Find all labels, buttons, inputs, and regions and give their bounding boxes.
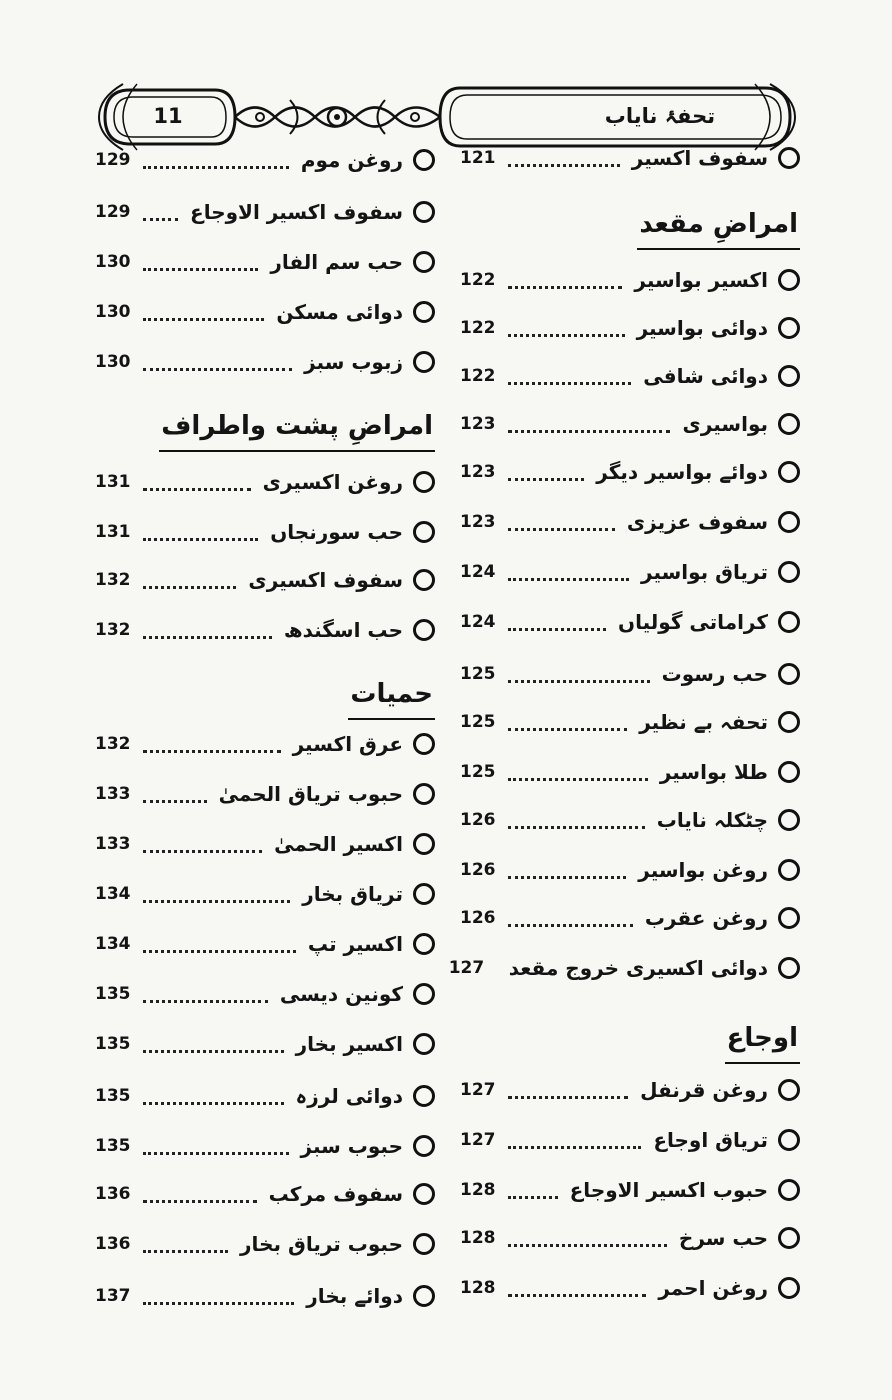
toc-entry[interactable] <box>460 504 800 540</box>
entry-label: حب سورنجاں <box>270 520 403 544</box>
entry-label: حب اسگندھ <box>283 618 403 642</box>
entry-label: تحفہ بے نظیر <box>639 710 768 734</box>
entry-label: دوائی مسکن <box>276 300 403 324</box>
bullet-circle-icon <box>778 663 800 685</box>
dot-leader <box>508 906 633 927</box>
bullet-circle-icon <box>413 1085 435 1107</box>
dot-leader <box>508 1178 558 1199</box>
bullet-circle-icon <box>413 301 435 323</box>
toc-entry[interactable] <box>460 1220 800 1256</box>
bullet-circle-icon <box>778 711 800 733</box>
entry-page: 125 <box>460 664 496 684</box>
bullet-circle-icon <box>413 883 435 905</box>
entry-label: روغن بواسیر <box>638 858 768 882</box>
entry-page: 127 <box>460 1130 496 1150</box>
dot-leader <box>143 1134 289 1155</box>
toc-entry[interactable] <box>95 244 435 280</box>
entry-page: 128 <box>460 1228 496 1248</box>
dot-leader <box>143 782 207 803</box>
toc-entry[interactable] <box>95 1226 435 1262</box>
bullet-circle-icon <box>413 1135 435 1157</box>
entry-page: 122 <box>460 270 496 290</box>
entry-page: 130 <box>95 252 131 272</box>
toc-entry[interactable] <box>460 1172 800 1208</box>
dot-leader <box>508 1128 641 1149</box>
bullet-circle-icon <box>413 983 435 1005</box>
entry-label: حبوب سبز <box>300 1134 403 1158</box>
bullet-circle-icon <box>778 317 800 339</box>
toc-entry[interactable] <box>460 554 800 590</box>
toc-entry[interactable] <box>448 950 800 986</box>
entry-page: 134 <box>95 884 131 904</box>
dot-leader <box>143 200 178 221</box>
dot-leader <box>143 250 258 271</box>
dot-leader <box>508 808 645 829</box>
entry-page: 128 <box>460 1180 496 1200</box>
bullet-circle-icon <box>413 733 435 755</box>
dot-leader <box>143 1084 284 1105</box>
entry-page: 132 <box>95 570 131 590</box>
entry-label: تریاق بواسیر <box>641 560 768 584</box>
bullet-circle-icon <box>778 147 800 169</box>
entry-page: 127 <box>460 1080 496 1100</box>
bullet-circle-icon <box>778 809 800 831</box>
entry-page: 127 <box>448 958 485 978</box>
bullet-circle-icon <box>413 933 435 955</box>
entry-label: حب سم الفار <box>270 250 403 274</box>
dot-leader <box>143 300 264 321</box>
page-number: 11 <box>153 104 183 128</box>
entry-label: روغن احمر <box>658 1276 768 1300</box>
entry-page: 134 <box>95 934 131 954</box>
entry-page: 129 <box>95 150 131 170</box>
entry-page: 123 <box>460 462 496 482</box>
toc-entry[interactable] <box>95 344 435 380</box>
entry-label: دوائی بواسیر <box>636 316 768 340</box>
dot-leader <box>508 364 631 385</box>
entry-page: 122 <box>460 318 496 338</box>
entry-label: سفوف مرکب <box>268 1182 403 1206</box>
bullet-circle-icon <box>778 461 800 483</box>
entry-label: دوائی شافی <box>643 364 768 388</box>
entry-label: سفوف اکسیری <box>248 568 403 592</box>
toc-entry[interactable] <box>460 262 800 298</box>
toc-entry[interactable] <box>95 612 435 648</box>
toc-entry[interactable] <box>95 464 435 500</box>
entry-label: حب سرخ <box>678 1226 768 1250</box>
toc-entry[interactable] <box>460 1270 800 1306</box>
toc-entry[interactable] <box>95 1026 435 1062</box>
toc-entry[interactable] <box>460 704 800 740</box>
dot-leader <box>143 470 251 491</box>
entry-page: 129 <box>95 202 131 222</box>
section-heading: اوجاع <box>725 1016 800 1064</box>
section-heading: امراضِ مقعد <box>637 202 800 250</box>
dot-leader <box>508 1078 628 1099</box>
entry-page: 123 <box>460 414 496 434</box>
entry-label: روغن اکسیری <box>262 470 403 494</box>
toc-entry[interactable] <box>95 976 435 1012</box>
dot-leader <box>508 560 629 581</box>
bullet-circle-icon <box>778 1079 800 1101</box>
dot-leader <box>143 350 292 371</box>
bullet-circle-icon <box>413 521 435 543</box>
entry-page: 135 <box>95 1086 131 1106</box>
entry-label: سفوف اکسیر الاوجاع <box>190 200 403 224</box>
bullet-circle-icon <box>413 783 435 805</box>
toc-entry[interactable] <box>460 900 800 936</box>
toc-entry[interactable] <box>95 562 435 598</box>
right-column <box>448 0 800 1400</box>
entry-page: 123 <box>460 512 496 532</box>
toc-entry[interactable] <box>95 142 435 178</box>
dot-leader <box>143 732 281 753</box>
entry-label: حب رسوت <box>661 662 768 686</box>
bullet-circle-icon <box>413 1033 435 1055</box>
entry-label: روغن قرنفل <box>640 1078 768 1102</box>
toc-entry[interactable] <box>460 454 800 490</box>
bullet-circle-icon <box>413 251 435 273</box>
bullet-circle-icon <box>778 957 800 979</box>
entry-page: 132 <box>95 734 131 754</box>
section-heading: امراضِ پشت واطراف <box>159 404 435 452</box>
entry-label: زبوب سبز <box>304 350 403 374</box>
dot-leader <box>143 882 290 903</box>
bullet-circle-icon <box>778 1129 800 1151</box>
dot-leader <box>143 832 262 853</box>
dot-leader <box>508 1276 646 1297</box>
bullet-circle-icon <box>778 611 800 633</box>
bullet-circle-icon <box>778 365 800 387</box>
dot-leader <box>508 1226 667 1247</box>
entry-page: 125 <box>460 762 496 782</box>
dot-leader <box>143 1284 294 1305</box>
dot-leader <box>508 460 584 481</box>
entry-label: حبوب اکسیر الاوجاع <box>569 1178 768 1202</box>
entry-page: 136 <box>95 1234 131 1254</box>
bullet-circle-icon <box>778 511 800 533</box>
bullet-circle-icon <box>413 1233 435 1255</box>
bullet-circle-icon <box>778 1179 800 1201</box>
bullet-circle-icon <box>778 907 800 929</box>
dot-leader <box>508 146 620 167</box>
dot-leader <box>143 1182 257 1203</box>
toc-entry[interactable] <box>95 1278 435 1314</box>
toc-entry[interactable] <box>95 294 435 330</box>
entry-label: دوائے بخار <box>306 1284 403 1308</box>
entry-label: اکسیر الحمیٰ <box>274 832 403 856</box>
toc-entry[interactable] <box>95 1128 435 1164</box>
entry-label: اکسیر بواسیر <box>634 268 768 292</box>
bullet-circle-icon <box>778 269 800 291</box>
bullet-circle-icon <box>413 833 435 855</box>
toc-entry[interactable] <box>95 1078 435 1114</box>
bullet-circle-icon <box>778 561 800 583</box>
bullet-circle-icon <box>413 471 435 493</box>
entry-page: 121 <box>460 148 496 168</box>
toc-entry[interactable] <box>460 1072 800 1108</box>
bullet-circle-icon <box>413 1183 435 1205</box>
entry-page: 124 <box>460 612 496 632</box>
toc-entry[interactable] <box>460 140 800 176</box>
entry-page: 136 <box>95 1184 131 1204</box>
entry-page: 130 <box>95 352 131 372</box>
dot-leader <box>508 268 622 289</box>
dot-leader <box>143 932 296 953</box>
toc-entry[interactable] <box>460 406 800 442</box>
toc-entry[interactable] <box>460 310 800 346</box>
dot-leader <box>508 710 627 731</box>
toc-entry[interactable] <box>95 926 435 962</box>
entry-page: 137 <box>95 1286 131 1306</box>
toc-entry[interactable] <box>95 514 435 550</box>
entry-page: 135 <box>95 984 131 1004</box>
entry-label: تریاق اوجاع <box>653 1128 768 1152</box>
bullet-circle-icon <box>413 149 435 171</box>
dot-leader <box>143 520 258 541</box>
toc-entry[interactable] <box>460 656 800 692</box>
entry-label: کونین دیسی <box>279 982 403 1006</box>
entry-page: 133 <box>95 834 131 854</box>
entry-label: عرق اکسیر <box>292 732 403 756</box>
bullet-circle-icon <box>778 1227 800 1249</box>
toc-entry[interactable] <box>95 1176 435 1212</box>
entry-label: تریاق بخار <box>302 882 403 906</box>
entry-label: حبوب تریاق الحمیٰ <box>218 782 403 806</box>
entry-page: 132 <box>95 620 131 640</box>
dot-leader <box>143 148 289 169</box>
entry-page: 122 <box>460 366 496 386</box>
bullet-circle-icon <box>413 201 435 223</box>
dot-leader <box>508 858 626 879</box>
entry-label: حبوب تریاق بخار <box>240 1232 403 1256</box>
dot-leader <box>508 412 670 433</box>
toc-entry[interactable] <box>460 754 800 790</box>
toc-entry[interactable] <box>95 826 435 862</box>
dot-leader <box>143 1232 228 1253</box>
toc-entry[interactable] <box>460 852 800 888</box>
dot-leader <box>508 662 650 683</box>
bullet-circle-icon <box>413 351 435 373</box>
entry-label: دوائی لرزہ <box>295 1084 403 1108</box>
toc-entry[interactable] <box>460 358 800 394</box>
dot-leader <box>508 510 615 531</box>
entry-page: 126 <box>460 810 496 830</box>
dot-leader <box>508 610 606 631</box>
entry-page: 126 <box>460 860 496 880</box>
entry-label: سفوف عزیزی <box>626 510 768 534</box>
toc-entry[interactable] <box>95 726 435 762</box>
entry-page: 125 <box>460 712 496 732</box>
left-column <box>95 0 435 1400</box>
toc-entry[interactable] <box>95 194 435 230</box>
bullet-circle-icon <box>413 1285 435 1307</box>
bullet-circle-icon <box>413 619 435 641</box>
dot-leader <box>508 316 625 337</box>
dot-leader <box>508 760 648 781</box>
entry-page: 131 <box>95 472 131 492</box>
entry-label: روغن موم <box>300 148 403 172</box>
toc-entry[interactable] <box>460 1122 800 1158</box>
toc-entry[interactable] <box>460 604 800 640</box>
entry-label: اکسیر تپ <box>307 932 403 956</box>
dot-leader <box>143 982 268 1003</box>
entry-label: روغن عقرب <box>644 906 768 930</box>
dot-leader <box>143 568 236 589</box>
entry-page: 131 <box>95 522 131 542</box>
entry-label: دوائے بواسیر دیگر <box>596 460 768 484</box>
entry-label: طلا بواسیر <box>659 760 768 784</box>
toc-entry[interactable] <box>95 876 435 912</box>
entry-page: 124 <box>460 562 496 582</box>
entry-label: چٹکلہ نایاب <box>656 808 768 832</box>
book-title: تحفۂ نایاب <box>604 104 716 128</box>
entry-label: بواسیری <box>682 412 768 436</box>
entry-label: کراماتی گولیاں <box>618 610 768 634</box>
entry-label: دوائی اکسیری خروج مقعد <box>508 956 768 980</box>
dot-leader <box>143 1032 284 1053</box>
dot-leader <box>143 618 272 639</box>
toc-entry[interactable] <box>460 802 800 838</box>
entry-page: 128 <box>460 1278 496 1298</box>
entry-label: اکسیر بخار <box>295 1032 403 1056</box>
entry-page: 135 <box>95 1136 131 1156</box>
bullet-circle-icon <box>778 859 800 881</box>
entry-page: 130 <box>95 302 131 322</box>
bullet-circle-icon <box>778 761 800 783</box>
toc-entry[interactable] <box>95 776 435 812</box>
entry-page: 135 <box>95 1034 131 1054</box>
bullet-circle-icon <box>413 569 435 591</box>
bullet-circle-icon <box>778 1277 800 1299</box>
entry-page: 133 <box>95 784 131 804</box>
entry-label: سفوف اکسیر <box>631 146 768 170</box>
bullet-circle-icon <box>778 413 800 435</box>
entry-page: 126 <box>460 908 496 928</box>
section-heading: حمیات <box>348 672 435 720</box>
